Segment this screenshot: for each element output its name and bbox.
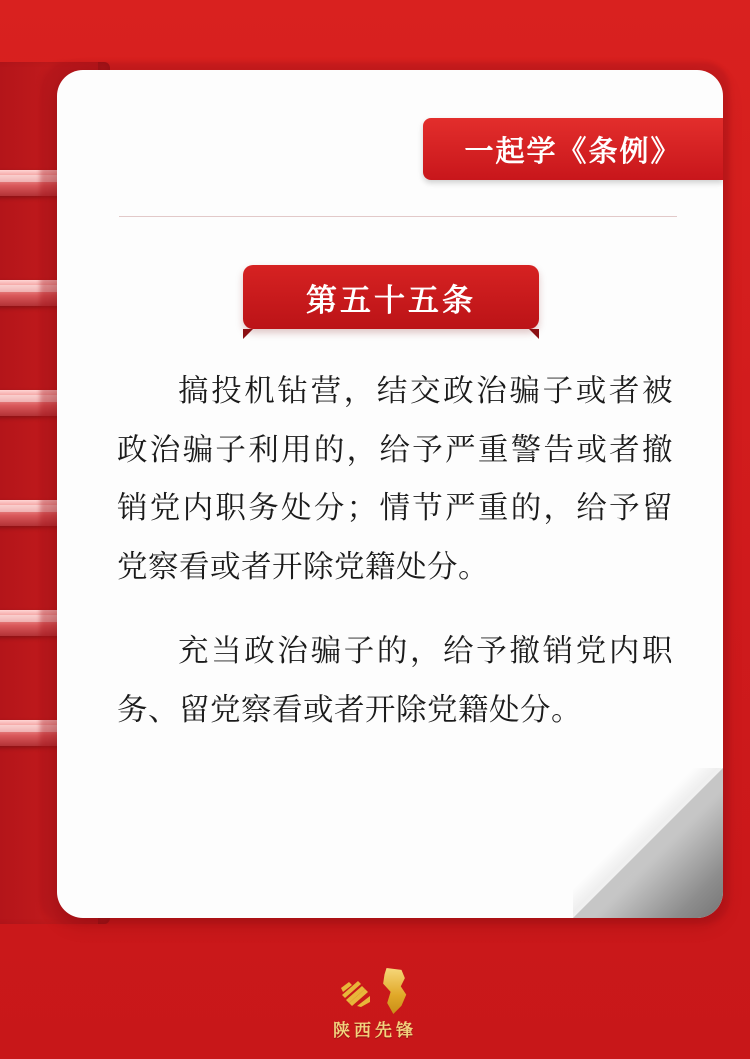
divider <box>119 216 677 217</box>
article-number-badge: 第五十五条 <box>243 265 539 329</box>
footer <box>0 964 750 1041</box>
article-paragraph: 充当政治骗子的，给予撤销党内职务、留党察看或者开除党籍处分。 <box>117 634 673 727</box>
party-emblem-icon <box>339 976 373 1010</box>
article-body <box>117 362 673 739</box>
footer-brand-name: 陕西先锋 <box>333 1021 417 1040</box>
shaanxi-map-icon <box>377 968 411 1014</box>
article-paragraph: 搞投机钻营，结交政治骗子或者被政治骗子利用的，给予严重警告或者撤销党内职务处分；情节严重的，给予留党察看或者开除党籍处分。 <box>117 374 673 584</box>
ribbon-title: 一起学《条例》 <box>423 118 723 180</box>
paper-card <box>57 70 723 918</box>
footer-logo <box>339 964 411 1014</box>
page-curl-icon <box>573 768 723 918</box>
